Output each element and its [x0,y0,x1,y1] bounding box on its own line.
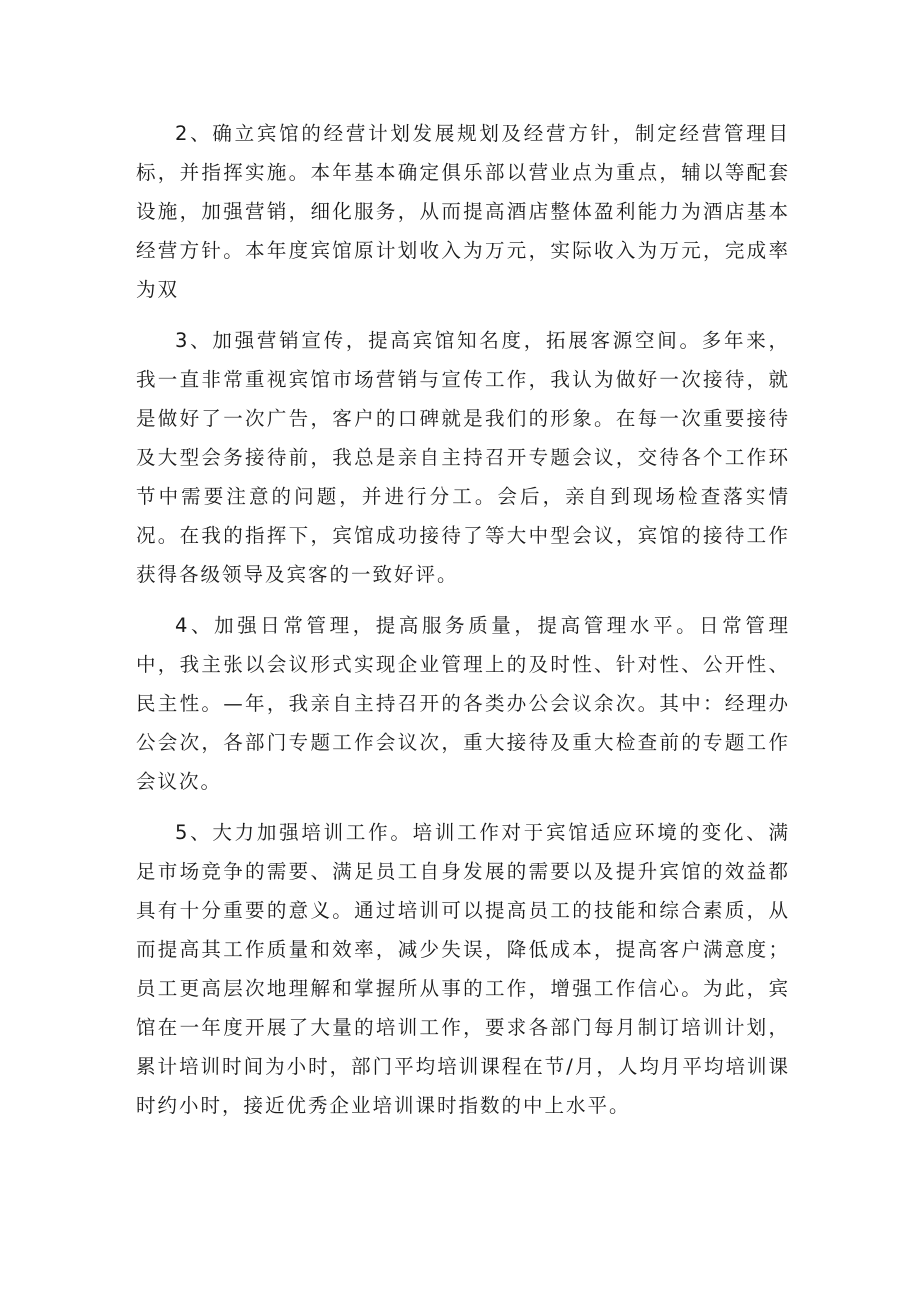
paragraph-item-5: 5、大力加强培训工作。培训工作对于宾馆适应环境的变化、满足市场竞争的需要、满足员工自身发展的需要以及提升宾馆的效益都具有十分重要的意义。通过培训可以提高员工的技能和综合素质，从而提高其工作质量和效率，减少失误，降低成本，提高客户满意度；员工更高层次地理解和掌握所从事的工作，增强工作信心。为此，宾馆在一年度开展了大量的培训工作，要求各部门每月制订培训计划，累计培训时间为小时，部门平均培训课程在节/月，人均月平均培训课时约小时，接近优秀企业培训课时指数的中上水平。 [136,821,790,1117]
paragraph-item-3: 3、加强营销宣传，提高宾馆知名度，拓展客源空间。多年来，我一直非常重视宾馆市场营销与宣传工作，我认为做好一次接待，就是做好了一次广告，客户的口碑就是我们的形象。在每一次重要接待及大型会务接待前，我总是亲自主持召开专题会议，交待各个工作环节中需要注意的问题，并进行分工。会后，亲自到现场检查落实情况。在我的指挥下，宾馆成功接待了等大中型会议，宾馆的接待工作获得各级领导及宾客的一致好评。 [136,329,790,586]
paragraph-item-2: 2、确立宾馆的经营计划发展规划及经营方针，制定经营管理目标，并指挥实施。本年基本确定俱乐部以营业点为重点，辅以等配套设施，加强营销，细化服务，从而提高酒店整体盈利能力为酒店基本经营方针。本年度宾馆原计划收入为万元，实际收入为万元，完成率为双 [136,122,790,301]
paragraph-item-4: 4、加强日常管理，提高服务质量，提高管理水平。日常管理中，我主张以会议形式实现企业管理上的及时性、针对性、公开性、民主性。—年，我亲自主持召开的各类办公会议余次。其中：经理办公会次，各部门专题工作会议次，重大接待及重大检查前的专题工作会议次。 [136,614,790,793]
document-body [136,114,790,1137]
